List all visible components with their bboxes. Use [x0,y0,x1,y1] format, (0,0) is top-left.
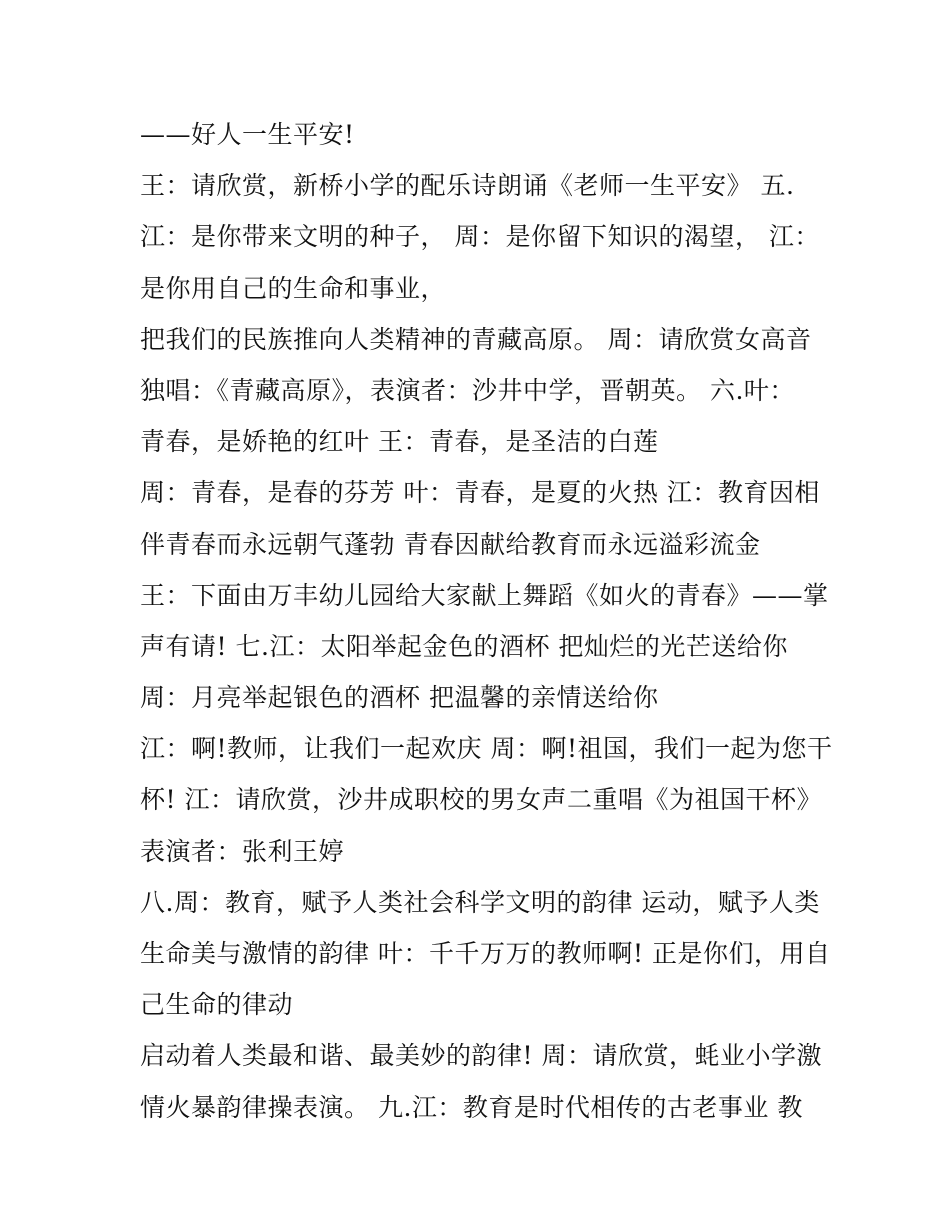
text-line: 八.周：教育，赋予人类社会科学文明的韵律 运动，赋予人类 [140,887,820,917]
text-line: 伴青春而永远朝气蓬勃 青春因献给教育而永远溢彩流金 [140,529,761,559]
text-line: 表演者：张利王婷 [140,836,345,866]
text-line: 情火暴韵律操表演。 九.江：教育是时代相传的古老事业 教 [140,1092,803,1122]
text-line: 杯! 江：请欣赏，沙井成职校的男女声二重唱《为祖国干杯》 [140,785,822,815]
text-line: 声有请! 七.江：太阳举起金色的酒杯 把灿烂的光芒送给你 [140,631,788,661]
text-line: 己生命的律动 [140,990,294,1020]
text-line: 启动着人类最和谐、最美妙的韵律! 周：请欣赏，蚝业小学激 [140,1041,822,1071]
text-line: 青春，是娇艳的红叶 王：青春，是圣洁的白莲 [140,427,659,457]
text-line: ——好人一生平安! [140,120,355,149]
text-line: 江：是你带来文明的种子， 周：是你留下知识的渴望， 江： [140,222,820,252]
text-line: 周：月亮举起银色的酒杯 把温馨的亲情送给你 [140,683,659,713]
document-body [140,109,833,1133]
text-line: 生命美与激情的韵律 叶：千千万万的教师啊! 正是你们，用自 [140,939,831,968]
text-line: 是你用自己的生命和事业， [140,273,447,303]
text-line: 王：请欣赏，新桥小学的配乐诗朗诵《老师一生平安》 五. [140,171,795,201]
text-line: 周：青春，是春的芬芳 叶：青春，是夏的火热 江：教育因相 [140,478,820,508]
text-line: 王：下面由万丰幼儿园给大家献上舞蹈《如火的青春》——掌 [140,580,829,610]
text-line: 独唱：《青藏高原》，表演者：沙井中学，晋朝英。 六.叶： [140,375,795,405]
text-line: 江：啊!教师，让我们一起欢庆 周：啊!祖国，我们一起为您干 [140,734,833,764]
text-line: 把我们的民族推向人类精神的青藏高原。 周：请欣赏女高音 [140,324,812,354]
